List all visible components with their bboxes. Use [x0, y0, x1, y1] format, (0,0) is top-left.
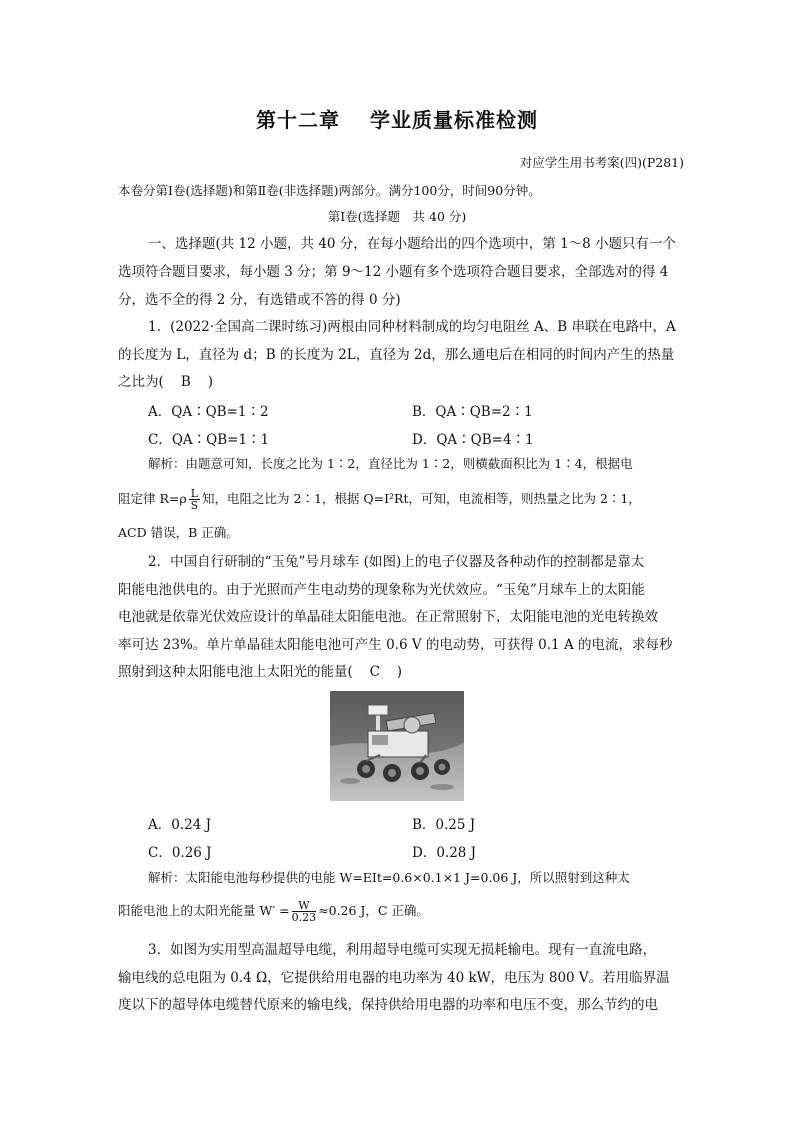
- exam-intro: 本卷分第Ⅰ卷(选择题)和第Ⅱ卷(非选择题)两部分。满分100分，时间90分钟。: [118, 183, 541, 198]
- fraction: $\frac{L}{S}$: [190, 487, 199, 512]
- question-2-line: 电池就是依靠光伏效应设计的单晶硅太阳能电池。在正常照射下，太阳能电池的光电转换效: [118, 609, 658, 625]
- question-2-line: 阳能电池供电的。由于光照而产生电动势的现象称为光伏效应。“玉兔”月球车上的太阳能: [118, 582, 645, 598]
- question-1-answer: B: [180, 374, 191, 390]
- question-2-analysis-formula: 阳能电池上的太阳光能量 W′ = $\frac{W}{0.23}$ ≈0.26 J，C 正确。: [118, 899, 429, 924]
- lunar-rover-image: [330, 691, 464, 801]
- question-1-analysis-formula: 阻定律 R=ρ $\frac{L}{S}$ 知，电阻之比为 2∶1，根据 Q=I²Rt，可知，电流相等，则热量之比为 2∶1，: [118, 487, 641, 512]
- question-2-line: 率可达 23%。单片单晶硅太阳能电池可产生 0.6 V 的电动势，可获得 0.1 A 的电流，求每秒: [118, 637, 673, 653]
- option-b: B．QA∶QB=2∶1: [412, 404, 533, 420]
- option-c: C．QA∶QB=1∶1: [148, 432, 270, 448]
- question-1-stem-end: 之比为( B ): [118, 374, 214, 390]
- question-2-answer: C: [369, 664, 380, 680]
- question-2-stem-end: 照射到这种太阳能电池上太阳光的能量( C ): [118, 664, 403, 680]
- chapter-label: 第十二章: [256, 108, 340, 132]
- instructions-line: 分，选不全的得 2 分，有选错或不答的得 0 分): [118, 292, 401, 308]
- question-2-line: 2．中国自行研制的“玉兔”号月球车 (如图)上的电子仪器及各种动作的控制都是靠太: [148, 554, 645, 570]
- section-heading: 第Ⅰ卷(选择题 共 40 分): [327, 209, 467, 224]
- question-1-analysis: 解析：由题意可知，长度之比为 1∶2，直径比为 1∶2，则横截面积比为 1∶4，根据电: [148, 456, 633, 471]
- instructions-line: 选项符合题目要求，每小题 3 分；第 9～12 小题有多个选项符合题目要求，全部选对的得 4: [118, 264, 669, 280]
- question-3-line: 度以下的超导体电缆替代原来的输电线，保持供给用电器的功率和电压不变，那么节约的电: [118, 997, 658, 1013]
- question-1-line: 1．(2022·全国高二课时练习)两根由同种材料制成的均匀电阻丝 A、B 串联在电路中，A: [148, 319, 676, 335]
- instructions-line: 一、选择题(共 12 小题，共 40 分，在每小题给出的四个选项中，第 1～8 小题只有一个: [148, 236, 677, 252]
- question-3-line: 输电线的总电阻为 0.4 Ω，它提供给用电器的电功率为 40 kW，电压为 800 V。若用临界温: [118, 970, 670, 986]
- question-3-line: 3．如图为实用型高温超导电缆，利用超导电缆可实现无损耗输电。现有一直流电路，: [148, 942, 657, 958]
- question-1-analysis: ACD 错误，B 正确。: [118, 525, 239, 540]
- option-a: A．QA∶QB=1∶2: [148, 404, 269, 420]
- option-d: D．QA∶QB=4∶1: [412, 432, 534, 448]
- fraction: $\frac{W}{0.23}$: [291, 899, 317, 924]
- textbook-reference: 对应学生用书考案(四)(P281): [519, 155, 684, 170]
- chapter-subtitle: 学业质量标准检测: [370, 108, 538, 132]
- option-a: A．0.24 J: [148, 817, 212, 833]
- option-c: C．0.26 J: [148, 845, 212, 861]
- option-b: B．0.25 J: [412, 817, 476, 833]
- question-1-line: 的长度为 L，直径为 d；B 的长度为 2L，直径为 2d，那么通电后在相同的时间内产生的热量: [118, 347, 675, 363]
- question-2-analysis: 解析：太阳能电池每秒提供的电能 W=EIt=0.6×0.1×1 J=0.06 J，所以照射到这种太: [148, 870, 630, 885]
- option-d: D．0.28 J: [412, 845, 477, 861]
- page-title: [0, 104, 794, 133]
